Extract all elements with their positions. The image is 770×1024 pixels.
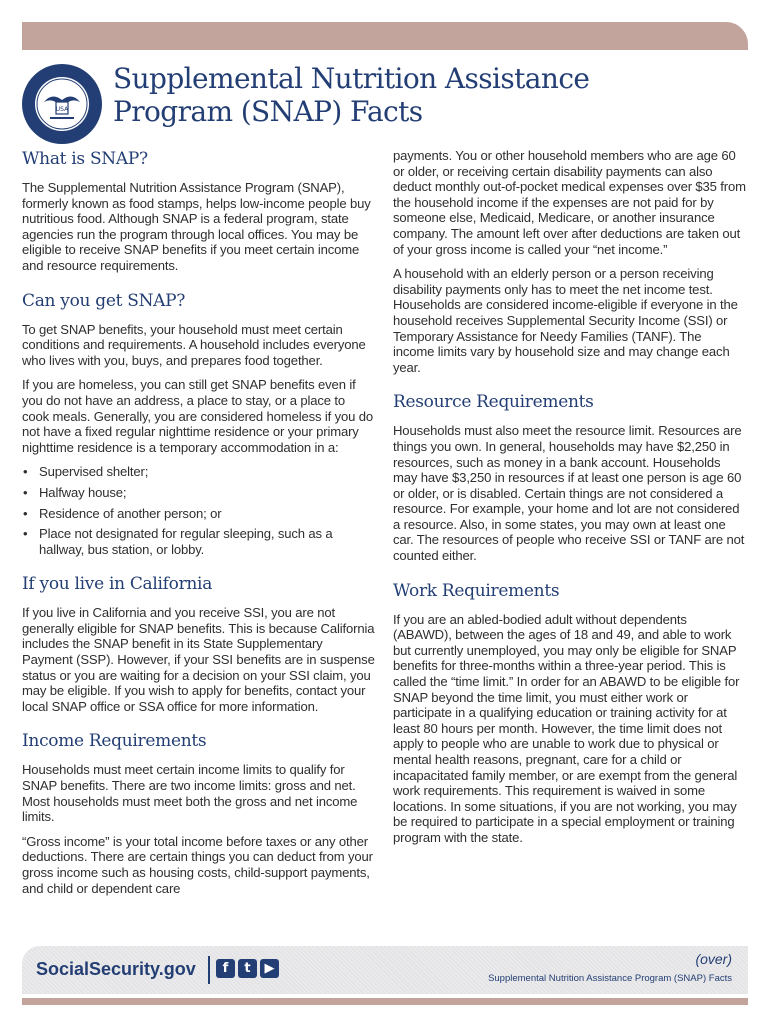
left-column xyxy=(22,148,375,912)
section-work-requirements xyxy=(393,580,746,846)
paragraph: “Gross income” is your total income before taxes or any other deductions. There are certain things you can deduct from your gross income such as housing costs, child-support payments, and child or dependent care xyxy=(22,833,373,896)
list-item: • Residence of another person; or xyxy=(22,506,375,522)
twitter-icon[interactable]: t xyxy=(238,959,257,978)
section-what-is-snap xyxy=(22,148,375,274)
section-can-you-get-snap xyxy=(22,290,375,558)
right-column xyxy=(393,148,746,862)
homeless-accommodation-list xyxy=(22,464,375,557)
heading-what-is-snap: What is SNAP? xyxy=(22,149,148,169)
seal-usa-text: USA xyxy=(55,106,69,113)
section-resource-requirements xyxy=(393,391,746,563)
paragraph: A household with an elderly person or a person receiving disability payments only has to meet the net income test. Households are considered income-eligible if everyone in the household receives Supplemental Security Income (SSI) or Temporary Assistance for Needy Families (TANF). The income limits vary by household size and may change each year. xyxy=(393,266,738,375)
heading-work-requirements: Work Requirements xyxy=(393,580,560,601)
paragraph: Households must also meet the resource limit. Resources are things you own. In general, households may have $2,250 in resources, such as money in a bank account. Households may have $3,250 in resources if at least one person is age 60 or older, or is disabled. Certain things are not considered a resource. For example, your home and lot are not considered a resource. Also, in some states, you may own at least one car. The resources of people who receive SSI or TANF are not counted either. xyxy=(393,423,745,564)
footer-divider xyxy=(208,956,210,984)
paragraph: Households must meet certain income limits to qualify for SNAP benefits. There are two income limits: gross and net. Most households must meet both the gross and net income limits. xyxy=(22,762,358,825)
section-california xyxy=(22,573,375,714)
paragraph: If you are an abled-bodied adult without dependents (ABAWD), between the ages of 18 and 49, and able to work but currently unemployed, you may only be eligible for SNAP benefits for three-months within a three-year period. This is called the “time limit.” In order for an ABAWD to be eligible for SNAP beyond the time limit, you must either work or participate in a qualifying education or training activity for at least 80 hours per month. However, the time limit does not apply to people who are unable to work due to physical or mental health reasons, pregnant, care for a child or incapacitated family member, or are exempt from the general work requirements. This requirement is waived in some locations. In some situations, if you are not working, you may be required to participate in a special employment or training program with the state. xyxy=(393,611,740,845)
bottom-band xyxy=(22,998,748,1005)
footer-doc-title: Supplemental Nutrition Assistance Program (SNAP) Facts xyxy=(488,973,732,984)
paragraph: If you live in California and you receive SSI, you are not generally eligible for SNAP benefits. This is because California includes the SNAP benefit in its State Supplementary Payment (SSP). However, if your SSI benefits are in suspense status or you are waiting for a decision on your SSI claim, you may be eligible. If you wish to apply for benefits, contact your local SNAP office or SSA office for more information. xyxy=(22,605,375,714)
heading-income-requirements: Income Requirements xyxy=(22,731,207,752)
over-label: (over) xyxy=(695,951,732,967)
paragraph: The Supplemental Nutrition Assistance Program (SNAP), formerly known as food stamps, helps low-income people buy nutritious food. Although SNAP is a federal program, state agencies run the program through local offices. You may be eligible to receive SNAP benefits if you meet certain income and resource requirements. xyxy=(22,180,371,273)
social-links xyxy=(216,959,279,978)
heading-resource-requirements: Resource Requirements xyxy=(393,392,594,413)
youtube-icon[interactable]: ▶ xyxy=(260,959,279,978)
paragraph: If you are homeless, you can still get SNAP benefits even if you do not have an address, a place to stay, or a place to cook meals. Generally, you are considered homeless if you do not have a fixed regular nighttime residence or your primary nighttime residence is a temporary accommodation in a: xyxy=(22,377,374,455)
facebook-icon[interactable]: f xyxy=(216,959,235,978)
section-income-continued xyxy=(393,148,746,375)
heading-can-you-get-snap: Can you get SNAP? xyxy=(22,290,186,311)
section-income-requirements xyxy=(22,730,375,896)
header-band xyxy=(22,22,748,50)
footer xyxy=(22,946,748,994)
paragraph: To get SNAP benefits, your household must meet certain conditions and requirements. A household includes everyone who lives with you, buys, and prepares food together. xyxy=(22,321,366,368)
ssa-seal-logo xyxy=(20,62,104,146)
list-item: • Halfway house; xyxy=(22,485,375,501)
list-item: • Supervised shelter; xyxy=(22,464,375,480)
heading-california: If you live in California xyxy=(22,574,213,595)
socialsecurity-gov-link[interactable]: SocialSecurity.gov xyxy=(36,959,196,979)
list-item: • Place not designated for regular sleeping, such as a hallway, bus station, or lobby. xyxy=(22,526,375,557)
page-title: Supplemental Nutrition Assistance Program (SNAP) Facts xyxy=(113,62,590,128)
paragraph: payments. You or other household members who are age 60 or older, or receiving certain disability payments can also deduct monthly out-of-pocket medical expenses over $35 from the household income if the expenses are not paid for by someone else, Medicaid, Medicare, or another insurance company. The amount left over after deductions are taken out of your gross income is called your “net income.” xyxy=(393,148,746,257)
